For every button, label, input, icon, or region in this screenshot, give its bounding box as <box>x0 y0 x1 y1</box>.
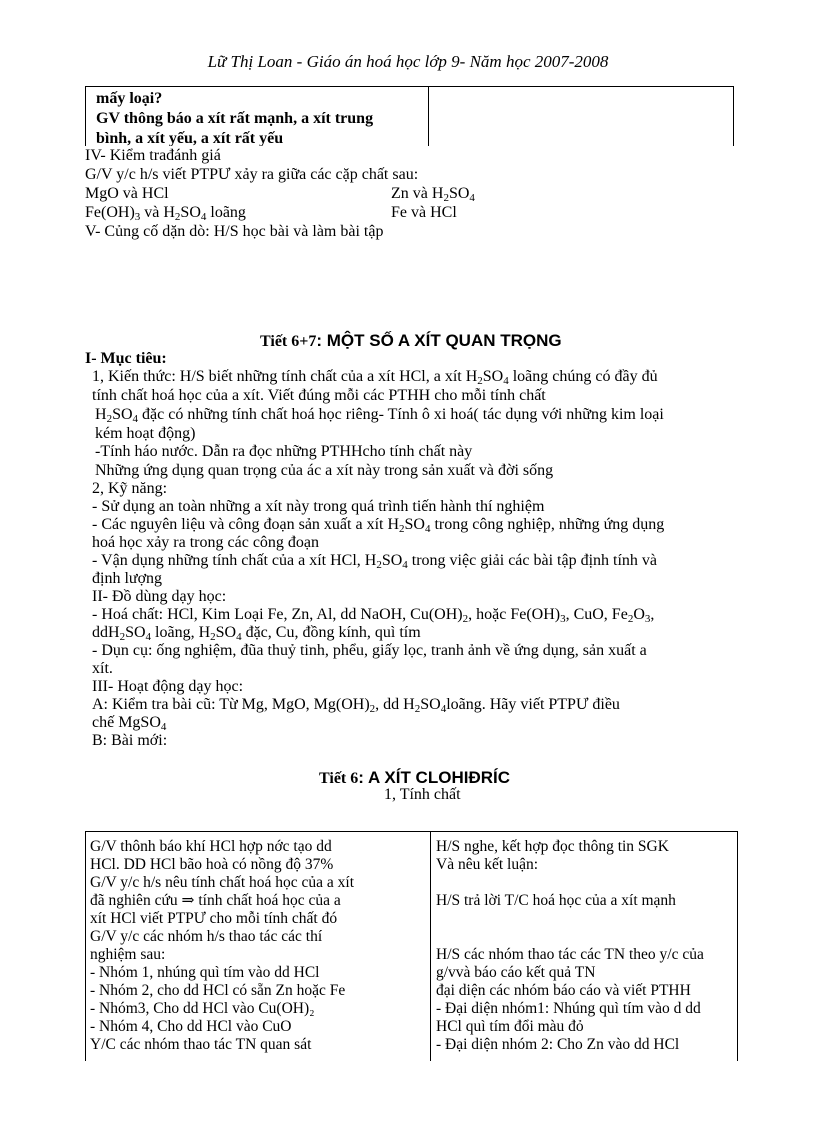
knowledge-line: kém hoạt động) <box>95 425 196 442</box>
section-title: Tiết 6+7: MỘT SỐ A XÍT QUAN TRỌNG <box>260 331 562 350</box>
teacher-column <box>90 838 428 1054</box>
student-column <box>436 838 736 1054</box>
knowledge-line: 1, Kiến thức: H/S biết những tính chất của a xít HCl, a xít $H_2SO_4$ loãng chúng có đầy đủ <box>92 368 658 387</box>
table-line: mấy loại? <box>96 90 163 107</box>
table-continuation <box>85 86 734 146</box>
table-line: nghiệm sau: <box>90 946 166 963</box>
table-line: - Nhóm3, Cho dd HCl vào Cu(OH)₂ <box>90 1000 315 1017</box>
equipment-line: - Hoá chất: HCl, Kim Loại Fe, Zn, Al, dd NaOH, $Cu(OH)_2$, hoặc $Fe(OH)_3$, CuO, $Fe_2O_3$, <box>92 606 655 625</box>
table-divider <box>430 832 431 1061</box>
review-heading: IV- Kiểm trađánh giá <box>85 147 221 164</box>
section-subtitle: 1, Tính chất <box>384 786 461 803</box>
skills-line: định lượng <box>92 570 163 587</box>
table-left-cell <box>96 89 426 146</box>
table-line: G/V y/c h/s nêu tính chất hoá học của a xít <box>90 874 355 891</box>
table-line: G/V y/c các nhóm h/s thao tác các thí <box>90 928 323 945</box>
table-line: G/V thônh báo khí HCl hợp nớc tạo dd <box>90 838 332 855</box>
table-line: HCl. DD HCl bão hoà có nồng độ 37% <box>90 856 334 873</box>
knowledge-line: Những ứng dụng quan trọng của ác a xít này trong sản xuất và đời sống <box>95 462 554 479</box>
review-pair1-left: MgO và HCl <box>85 185 169 202</box>
skills-heading: 2, Kỹ năng: <box>92 480 168 497</box>
table-line: xít HCl viết PTPƯ cho mỗi tính chất đó <box>90 910 338 927</box>
table-line <box>436 874 736 892</box>
knowledge-line: $H_2SO_4$ đặc có những tính chất hoá học riêng- Tính ô xi hoá( tác dụng với những kim loại <box>95 406 664 425</box>
review-pair2-right: Fe và HCl <box>391 204 457 221</box>
table-line: H/S trả lời T/C hoá học của a xít mạnh <box>436 892 676 909</box>
table-line: H/S nghe, kết hợp đọc thông tin SGK <box>436 838 669 855</box>
activity-table <box>85 831 738 1061</box>
review-homework: V- Củng cố dặn dò: H/S học bài và làm bài tập <box>85 223 384 240</box>
table-line: đã nghiên cứu ⇒ tính chất hoá học của a <box>90 892 341 909</box>
table-line: - Đại diện nhóm1: Nhúng quì tím vào d dd <box>436 1000 701 1017</box>
activities-line: chế MgSO$_4$ <box>92 714 167 733</box>
skills-line: - Các nguyên liệu và công đoạn sản xuất a xít $H_2SO_4$ trong công nghiệp, những ứng dụng <box>92 516 665 535</box>
knowledge-line: -Tính háo nước. Dẫn ra đọc những PTHHcho tính chất này <box>95 443 473 460</box>
table-line: g/vvà báo cáo kết quả TN <box>436 964 596 981</box>
table-line: bình, a xít yếu, a xít rất yếu <box>96 130 284 146</box>
table-line: đại diện các nhóm báo cáo và viết PTHH <box>436 982 691 999</box>
table-line: - Nhóm 4, Cho dd HCl vào CuO <box>90 1018 292 1035</box>
skills-line: - Sử dụng an toàn những a xít này trong quá trình tiến hành thí nghiệm <box>92 498 545 515</box>
table-line <box>436 928 736 946</box>
page-header: Lữ Thị Loan - Giáo án hoá học lớp 9- Năm học 2007-2008 <box>207 52 609 71</box>
equipment-line: $ddH_2SO_4$ loãng, $H_2SO_4$ đặc, Cu, đồng kính, quì tím <box>92 624 421 643</box>
knowledge-line: tính chất hoá học của a xít. Viết đúng mỗi các PTHH cho mỗi tính chất <box>92 387 546 404</box>
objectives-heading: I- Mục tiêu: <box>85 350 167 367</box>
table-line: Và nêu kết luận: <box>436 856 539 873</box>
activities-line: B: Bài mới: <box>92 732 168 749</box>
table-line: GV thông báo a xít rất mạnh, a xít trung <box>96 110 374 127</box>
section-title: Tiết 6: A XÍT CLOHIĐRÍC <box>319 768 510 787</box>
review-pair2-left: $Fe(OH)_3$ và $H_2SO_4$ loãng <box>85 204 246 223</box>
table-line: H/S các nhóm thao tác các TN theo y/c của <box>436 946 704 963</box>
equipment-line: - Dụn cụ: ống nghiệm, đũa thuỷ tinh, phểu, giấy lọc, tranh ảnh về ứng dụng, sản xuất a <box>92 642 647 659</box>
table-line: - Nhóm 2, cho dd HCl có sẵn Zn hoặc Fe <box>90 982 346 999</box>
equipment-heading: II- Đồ dùng dạy học: <box>92 588 227 605</box>
table-line: Y/C các nhóm thao tác TN quan sát <box>90 1036 312 1053</box>
table-line: HCl quì tím đổi màu đỏ <box>436 1018 584 1035</box>
skills-line: - Vận dụng những tính chất của a xít HCl, $H_2SO_4$ trong việc giải các bài tập định tính và <box>92 552 658 571</box>
activities-line: A: Kiểm tra bài cũ: Từ Mg, MgO, $Mg(OH)_2$, dd $H_2SO_4loãng$. Hãy viết PTPƯ điều <box>92 696 620 715</box>
table-line: - Nhóm 1, nhúng quì tím vào dd HCl <box>90 964 320 981</box>
equipment-line: xít. <box>92 660 113 677</box>
review-instruction: G/V y/c h/s viết PTPƯ xảy ra giữa các cặp chất sau: <box>85 166 419 183</box>
skills-line: hoá học xảy ra trong các công đoạn <box>92 534 320 551</box>
activities-heading: III- Hoạt động dạy học: <box>92 678 244 695</box>
review-pair1-right: Zn và $H_2SO_4$ <box>391 185 475 204</box>
table-line: - Đại diện nhóm 2: Cho Zn vào dd HCl <box>436 1036 680 1053</box>
table-divider <box>428 87 429 146</box>
table-line <box>436 910 736 928</box>
